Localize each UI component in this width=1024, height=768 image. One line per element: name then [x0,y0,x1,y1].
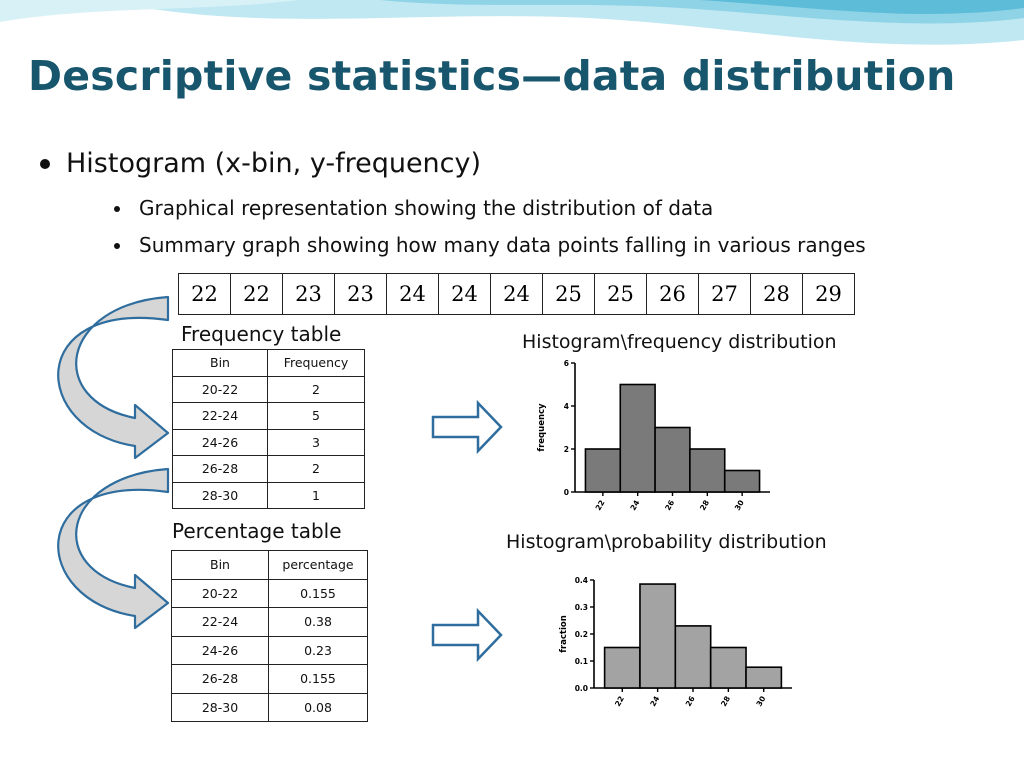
x-tick-label: 22 [593,498,607,513]
curved-arrow-icon [58,469,168,628]
y-tick-label: 0.0 [574,684,588,693]
data-cell: 24 [387,274,439,315]
y-tick-label: 2 [563,445,569,454]
bin-cell: 24-26 [172,636,269,665]
x-tick-label: 28 [719,694,733,709]
frequency-histogram [530,357,778,517]
bin-cell: 26-28 [173,456,268,483]
data-cell: 23 [283,274,335,315]
data-cell: 28 [751,274,803,315]
x-tick-label: 28 [698,498,712,513]
bin-cell: 22-24 [173,403,268,430]
value-cell: 3 [268,429,365,456]
bin-cell: 26-28 [172,665,269,694]
histogram-bar [655,428,690,493]
table-row [173,376,365,403]
y-tick-label: 0.4 [574,576,588,585]
data-cell: 26 [647,274,699,315]
table-row [173,482,365,509]
sub-bullet-text: Summary graph showing how many data points falling in various ranges [139,233,866,257]
value-cell: 5 [268,403,365,430]
main-bullet-text: Histogram (x-bin, y-frequency) [66,148,482,179]
value-cell: 0.155 [269,665,368,694]
histogram-bar [640,584,675,688]
value-cell: 2 [268,376,365,403]
bin-cell: 24-26 [173,429,268,456]
frequency-table-caption: Frequency table [181,322,342,346]
bin-cell: 20-22 [172,579,269,608]
histogram-bar [620,385,655,493]
x-tick-label: 30 [754,694,768,709]
probability-histogram-title: Histogram\probability distribution [506,531,827,553]
bin-cell: 20-22 [173,376,268,403]
bin-cell: 28-30 [172,693,269,722]
x-tick-label: 30 [732,498,746,513]
y-tick-label: 0.1 [574,657,588,666]
y-tick-label: 0 [563,488,569,497]
value-cell: 0.38 [269,608,368,637]
histogram-bar [675,626,710,688]
frequency-table [172,349,365,509]
sub-bullet-text: Graphical representation showing the distribution of data [139,196,714,220]
histogram-bar [690,449,725,492]
value-cell: 0.155 [269,579,368,608]
bin-cell: 28-30 [173,482,268,509]
value-cell: 0.23 [269,636,368,665]
x-tick-label: 22 [613,694,627,709]
y-axis-label: frequency [537,403,547,452]
bin-cell: 22-24 [172,608,269,637]
slide-title: Descriptive statistics—data distribution [28,52,956,100]
table-header: Frequency [268,350,365,377]
table-row [172,608,368,637]
y-tick-label: 6 [563,359,569,368]
percentage-table-caption: Percentage table [172,519,342,543]
y-tick-label: 0.3 [574,603,588,612]
percentage-table [171,550,368,722]
histogram-bar [711,648,746,689]
data-cell: 23 [335,274,387,315]
table-header: percentage [269,551,368,580]
data-cell: 22 [179,274,231,315]
data-cell: 24 [439,274,491,315]
data-cell: 24 [491,274,543,315]
x-tick-label: 24 [628,498,642,513]
table-row [173,456,365,483]
data-cell: 22 [231,274,283,315]
x-tick-label: 24 [648,694,662,709]
data-cell: 29 [803,274,855,315]
value-cell: 0.08 [269,693,368,722]
table-row [172,665,368,694]
histogram-bar [605,648,640,689]
data-cell: 27 [699,274,751,315]
table-header: Bin [172,551,269,580]
histogram-bar [585,449,620,492]
histogram-bar [746,667,781,688]
table-row [173,429,365,456]
x-tick-label: 26 [683,694,697,709]
data-cell: 25 [595,274,647,315]
value-cell: 2 [268,456,365,483]
right-arrow-icon [433,611,501,659]
histogram-bar [725,471,760,493]
table-row [173,403,365,430]
table-row [172,579,368,608]
right-arrow-icon [433,403,501,451]
curved-arrow-icon [58,297,168,458]
y-axis-label: fraction [559,615,569,653]
x-tick-label: 26 [663,498,677,513]
value-cell: 1 [268,482,365,509]
frequency-histogram-title: Histogram\frequency distribution [522,331,837,353]
y-tick-label: 4 [563,402,569,411]
data-cell: 25 [543,274,595,315]
table-header: Bin [173,350,268,377]
y-tick-label: 0.2 [574,630,588,639]
probability-histogram [548,570,800,720]
table-row [172,693,368,722]
table-row [172,636,368,665]
